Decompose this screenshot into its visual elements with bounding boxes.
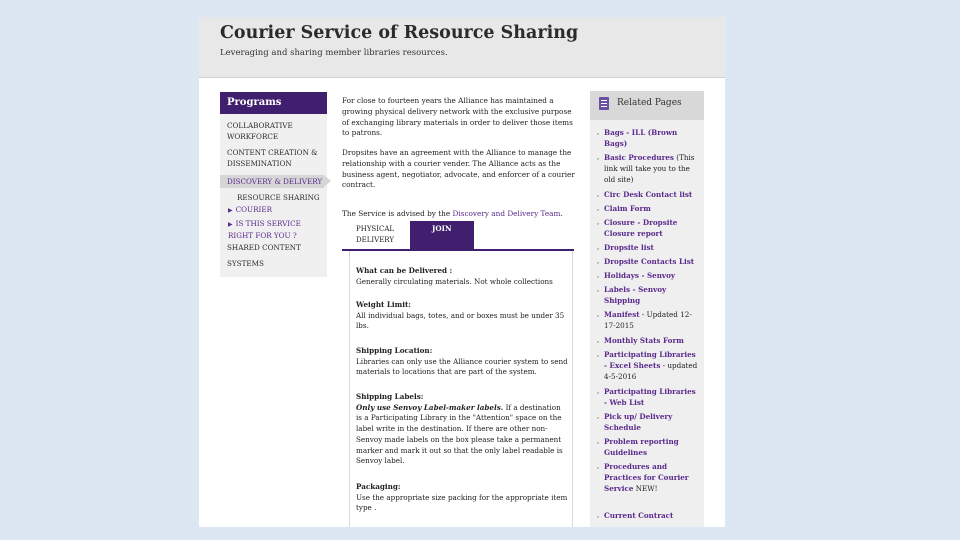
intro-paragraph-1: For close to fourteen years the Alliance has maintained a growing physical delivery network with the exclusive purpose of exchanging library materials in order to deliver those items to patrons.: [342, 96, 573, 138]
weight-limit-text: All individual bags, totes, and or boxes must be under 35 lbs.: [356, 310, 565, 331]
list-bullet: ,: [597, 271, 600, 279]
related-link-bags[interactable]: Bags - ILL (Brown Bags): [604, 128, 678, 148]
related-link-manifest[interactable]: [604, 310, 700, 332]
related-link-current-contract[interactable]: Current Contract: [604, 511, 674, 520]
shipping-location-text: Libraries can only use the Alliance courier system to send materials to locations that are part of the system.: [356, 356, 568, 377]
programs-heading: Programs: [220, 92, 327, 114]
related-link-basic-procedures[interactable]: [604, 153, 700, 185]
related-link-claim-form[interactable]: Claim Form: [604, 204, 651, 213]
related-link-labels[interactable]: Labels - Senvoy Shipping: [604, 285, 667, 305]
what-delivered-section: [356, 266, 568, 287]
tab-bar: [342, 221, 574, 249]
related-pages-heading: Related Pages: [617, 98, 682, 108]
manifest-label: Manifest: [604, 310, 640, 319]
related-pages-header: [590, 91, 704, 120]
list-bullet: ,: [597, 336, 600, 344]
list-bullet: ,: [597, 437, 600, 445]
triangle-right-icon: ▶: [228, 207, 233, 214]
related-link-participating-web[interactable]: Participating Libraries - Web List: [604, 387, 696, 407]
nav-collaborative-workforce[interactable]: COLLABORATIVE WORKFORCE: [227, 121, 293, 141]
participating-excel-note: - updated 4-5-2016: [604, 360, 698, 381]
list-bullet: ,: [597, 462, 600, 470]
nav-courier[interactable]: [228, 205, 318, 217]
weight-limit-section: [356, 300, 568, 332]
procedures-new-badge: NEW!: [633, 483, 658, 493]
nav-systems[interactable]: SYSTEMS: [227, 259, 264, 268]
intro-paragraph-2: Dropsites have an agreement with the Alliance to manage the relationship with a courier vender. The Alliance acts as the business agent, negotiator, advocate, and enforcer of a courier contract.: [342, 148, 575, 190]
nav-is-this-service-label: IS THIS SERVICE RIGHT FOR YOU ?: [228, 219, 301, 240]
list-bullet: ,: [597, 204, 600, 212]
intro-p3-prefix: The Service is advised by the: [342, 209, 453, 218]
related-link-procedures[interactable]: [604, 462, 694, 494]
nav-discovery-delivery[interactable]: DISCOVERY & DELIVERY: [220, 175, 324, 188]
shipping-labels-heading: Shipping Labels:: [356, 392, 424, 401]
shipping-location-heading: Shipping Location:: [356, 346, 433, 355]
related-link-pickup-schedule[interactable]: Pick up/ Delivery Schedule: [604, 412, 673, 432]
nav-active-arrow: [324, 175, 331, 187]
tab-join[interactable]: JOIN: [410, 221, 474, 249]
procedures-label: Procedures and Practices for Courier Service: [604, 462, 689, 493]
manifest-note: - Updated 12-17-2015: [604, 310, 692, 330]
list-bullet: ,: [597, 190, 600, 198]
weight-limit-heading: Weight Limit:: [356, 300, 411, 309]
intro-paragraph-3: [342, 209, 578, 220]
list-bullet: ,: [597, 511, 600, 519]
triangle-right-icon: ▶: [228, 221, 233, 228]
basic-procedures-note: (This link will take you to the old site): [604, 153, 695, 184]
list-bullet: ,: [597, 350, 600, 358]
page-title: Courier Service of Resource Sharing: [220, 23, 579, 43]
nav-resource-sharing[interactable]: RESOURCE SHARING: [237, 193, 320, 202]
nav-courier-label: COURIER: [235, 205, 272, 214]
nav-content-creation[interactable]: CONTENT CREATION & DISSEMINATION: [227, 148, 318, 168]
what-delivered-heading: What can be Delivered :: [356, 266, 453, 275]
related-link-dropsite-contacts[interactable]: Dropsite Contacts List: [604, 257, 695, 266]
related-link-participating-excel[interactable]: [604, 350, 700, 382]
basic-procedures-label: Basic Procedures: [604, 153, 674, 162]
packaging-heading: Packaging:: [356, 482, 401, 491]
related-link-holidays[interactable]: Holidays - Senvoy: [604, 271, 676, 280]
list-bullet: ,: [597, 387, 600, 395]
related-link-problem-reporting[interactable]: Problem reporting Guidelines: [604, 437, 679, 457]
shipping-location-section: [356, 346, 568, 378]
page-subtitle: Leveraging and sharing member libraries resources.: [220, 48, 448, 58]
list-bullet: ,: [597, 153, 600, 161]
related-link-circ-desk[interactable]: Circ Desk Contact list: [604, 190, 693, 199]
shipping-labels-emphasis: Only use Senvoy Label-maker labels.: [356, 402, 504, 412]
list-bullet: ,: [597, 412, 600, 420]
list-bullet: ,: [597, 243, 600, 251]
related-link-dropsite-list[interactable]: Dropsite list: [604, 243, 654, 252]
page-header: [199, 17, 725, 78]
list-bullet: ,: [597, 257, 600, 265]
packaging-section: [356, 482, 568, 514]
related-link-monthly-stats[interactable]: Monthly Stats Form: [604, 336, 684, 345]
list-bullet: ,: [597, 128, 600, 136]
discovery-delivery-team-link[interactable]: Discovery and Delivery Team: [452, 209, 561, 218]
shipping-labels-section: [356, 392, 568, 467]
list-bullet: ,: [597, 285, 600, 293]
list-bullet: ,: [597, 218, 600, 226]
tab-physical-delivery[interactable]: PHYSICAL DELIVERY: [342, 221, 410, 249]
packaging-text: Use the appropriate size packing for the appropriate item type .: [356, 492, 568, 513]
nav-shared-content[interactable]: SHARED CONTENT: [227, 243, 301, 252]
nav-is-this-service[interactable]: [228, 219, 314, 241]
page-icon: [599, 97, 609, 110]
intro-p3-suffix: .: [560, 209, 563, 218]
participating-excel-label: Participating Libraries - Excel Sheets: [604, 350, 696, 370]
shipping-labels-text: If a destination is a Participating Library in the "Attention" space on the label write in the destination. If there are other non-Senvoy made labels on the box please take a permanent marker and mark it out so that the only label readable is Senvoy label.: [356, 402, 563, 466]
what-delivered-text: Generally circulating materials. Not whole collections: [356, 276, 553, 286]
list-bullet: ,: [597, 310, 600, 318]
related-link-closure[interactable]: Closure - Dropsite Closure report: [604, 218, 678, 238]
